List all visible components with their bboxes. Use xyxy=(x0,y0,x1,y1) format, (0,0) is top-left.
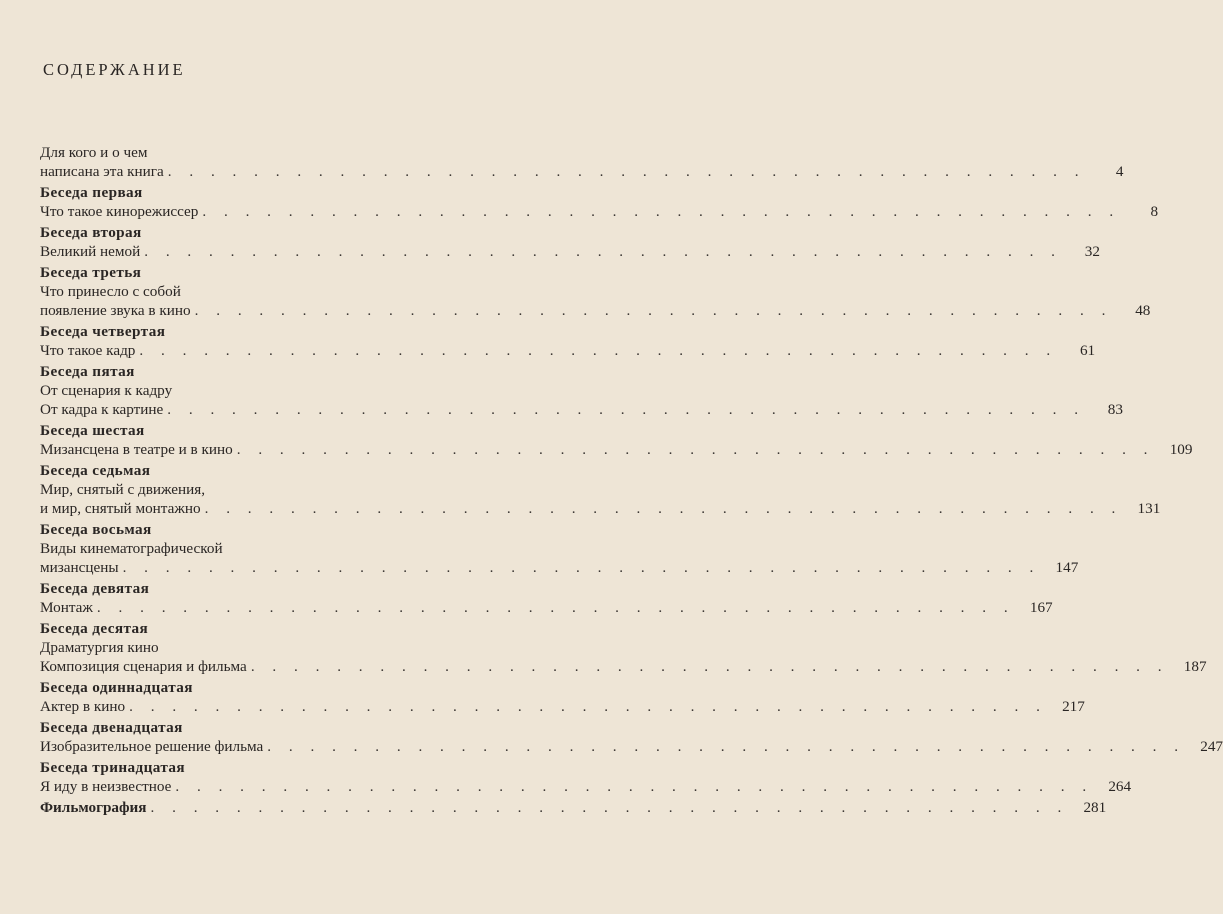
chapter-heading: Беседа седьмая xyxy=(40,462,151,480)
chapter-heading: Беседа девятая xyxy=(40,580,150,598)
toc-line-with-page xyxy=(40,799,1107,818)
toc-entry xyxy=(40,719,1223,757)
chapter-title-line: Великий немой xyxy=(40,242,141,260)
dot-leader: . . . . . . . . . . . . . . . . . . . . . . . . . . . . . . . . . . . . . . . . . . . xyxy=(267,737,1186,755)
toc-entry xyxy=(40,224,1100,262)
toc-entry xyxy=(40,679,1085,717)
toc-entry xyxy=(40,264,1151,320)
toc-line-with-page xyxy=(40,737,1223,757)
chapter-heading: Беседа двенадцатая xyxy=(40,719,183,737)
page-number: 109 xyxy=(1169,440,1193,458)
dot-leader: . . . . . . . . . . . . . . . . . . . . . . . . . . . . . . . . . . . . . . . . . . . xyxy=(167,162,1086,180)
chapter-title-line: Монтаж xyxy=(40,598,93,616)
chapter-heading: Беседа третья xyxy=(40,264,142,282)
toc-entry xyxy=(40,462,1161,518)
chapter-title-line: Мизансцена в театре и в кино xyxy=(40,440,233,458)
toc-entry xyxy=(40,759,1132,797)
page-number: 217 xyxy=(1062,697,1085,715)
toc-line-with-page xyxy=(40,341,1096,361)
chapter-title-line: Что такое кинорежиссер xyxy=(40,202,199,220)
page-number: 32 xyxy=(1084,242,1100,260)
toc-line-with-page xyxy=(40,778,1132,797)
dot-leader: . . . . . . . . . . . . . . . . . . . . . . . . . . . . . . . . . . . . . . . . . . . xyxy=(250,657,1169,675)
chapter-title-line: Я иду в неизвестное xyxy=(40,778,172,795)
toc-entry xyxy=(40,521,1079,577)
chapter-title-line: От сценария к кадру xyxy=(40,382,173,400)
chapter-title-line: Драматургия кино xyxy=(40,638,159,656)
dot-leader: . . . . . . . . . . . . . . . . . . . . . . . . . . . . . . . . . . . . . . . . . . . xyxy=(204,499,1123,517)
dot-leader: . . . . . . . . . . . . . . . . . . . . . . . . . . . . . . . . . . . . . . . . . . . xyxy=(96,598,1015,616)
page-number: 48 xyxy=(1135,301,1151,319)
dot-leader: . . . . . . . . . . . . . . . . . . . . . . . . . . . . . . . . . . . . . . . . . . . xyxy=(202,202,1121,220)
dot-leader: . . . . . . . . . . . . . . . . . . . . . . . . . . . . . . . . . . . . . . . . . . . xyxy=(129,697,1047,715)
page-number: 247 xyxy=(1200,737,1223,755)
page-number: 4 xyxy=(1115,162,1124,180)
chapter-heading: Беседа четвертая xyxy=(40,323,166,341)
chapter-title-line: написана эта книга xyxy=(40,162,164,180)
toc-line-with-page xyxy=(40,558,1079,578)
toc-line-with-page xyxy=(40,697,1085,717)
chapter-heading: Беседа вторая xyxy=(40,224,142,242)
chapter-heading: Беседа тринадцатая xyxy=(40,759,185,777)
page-number: 131 xyxy=(1137,499,1161,517)
page-number: 147 xyxy=(1055,558,1079,576)
page-number: 83 xyxy=(1107,400,1123,418)
chapter-title-line: Что принесло с собой xyxy=(40,283,181,301)
chapter-heading: Беседа одиннадцатая xyxy=(40,679,193,697)
dot-leader: . . . . . . . . . . . . . . . . . . . . . . . . . . . . . . . . . . . . . . . . . . . xyxy=(139,341,1058,359)
toc-line-with-page xyxy=(40,499,1161,519)
toc-line-with-page xyxy=(40,162,1124,182)
chapter-title-line: появление звука в кино xyxy=(40,301,191,319)
chapter-title-line: Для кого и о чем xyxy=(40,144,148,161)
chapter-heading: Беседа десятая xyxy=(40,620,149,638)
dot-leader: . . . . . . . . . . . . . . . . . . . . . . . . . . . . . . . . . . . . . . . . . . . xyxy=(236,440,1155,458)
chapter-title-line: и мир, снятый монтажно xyxy=(40,499,201,517)
toc-line-with-page xyxy=(40,400,1123,420)
page-number: 167 xyxy=(1029,598,1053,616)
chapter-title-line: Актер в кино xyxy=(40,697,126,715)
chapter-heading: Беседа пятая xyxy=(40,363,135,381)
page-number: 281 xyxy=(1083,799,1107,817)
dot-leader: . . . . . . . . . . . . . . . . . . . . . . . . . . . . . . . . . . . . . . . . . . . xyxy=(194,301,1113,319)
toc-line-with-page xyxy=(40,301,1151,321)
chapter-title-line: Композиция сценария и фильма xyxy=(40,657,247,675)
toc-line-with-page xyxy=(40,657,1207,677)
chapter-title-line: Фильмография xyxy=(40,799,147,817)
page-number: 187 xyxy=(1183,657,1207,675)
dot-leader: . . . . . . . . . . . . . . . . . . . . . . . . . . . . . . . . . . . . . . . . . . . xyxy=(150,799,1069,817)
chapter-heading: Беседа первая xyxy=(40,184,143,202)
chapter-title-line: Что такое кадр xyxy=(40,341,136,359)
chapter-title-line: Виды кинематографической xyxy=(40,539,223,557)
toc-entry xyxy=(40,144,1124,182)
chapter-title-line: Изобразительное решение фильма xyxy=(40,737,264,755)
toc-entry xyxy=(40,363,1123,419)
dot-leader: . . . . . . . . . . . . . . . . . . . . . . . . . . . . . . . . . . . . . . . . . . . xyxy=(122,558,1041,576)
page-number: 8 xyxy=(1150,202,1159,220)
toc-entry xyxy=(40,580,1053,618)
chapter-heading: Беседа восьмая xyxy=(40,521,152,539)
toc-entry xyxy=(40,184,1159,222)
toc-entry xyxy=(40,620,1207,676)
toc-entry xyxy=(40,323,1096,361)
chapter-heading: Беседа шестая xyxy=(40,422,145,440)
table-of-contents xyxy=(40,144,1223,821)
page-number: 61 xyxy=(1079,341,1096,359)
toc-entry xyxy=(40,422,1193,460)
chapter-title-line: Мир, снятый с движения, xyxy=(40,481,206,499)
dot-leader: . . . . . . . . . . . . . . . . . . . . . . . . . . . . . . . . . . . . . . . . . . . xyxy=(175,778,1094,795)
dot-leader: . . . . . . . . . . . . . . . . . . . . . . . . . . . . . . . . . . . . . . . . . . . xyxy=(144,242,1062,260)
toc-line-with-page xyxy=(40,242,1100,262)
toc-entry xyxy=(40,799,1107,818)
chapter-title-line: От кадра к картине xyxy=(40,400,164,418)
page-number: 264 xyxy=(1108,778,1132,795)
toc-line-with-page xyxy=(40,202,1159,222)
page-title: СОДЕРЖАНИЕ xyxy=(43,60,186,79)
dot-leader: . . . . . . . . . . . . . . . . . . . . . . . . . . . . . . . . . . . . . . . . . . . xyxy=(167,400,1085,418)
toc-line-with-page xyxy=(40,598,1053,618)
toc-line-with-page xyxy=(40,440,1193,460)
chapter-title-line: мизансцены xyxy=(40,558,119,576)
